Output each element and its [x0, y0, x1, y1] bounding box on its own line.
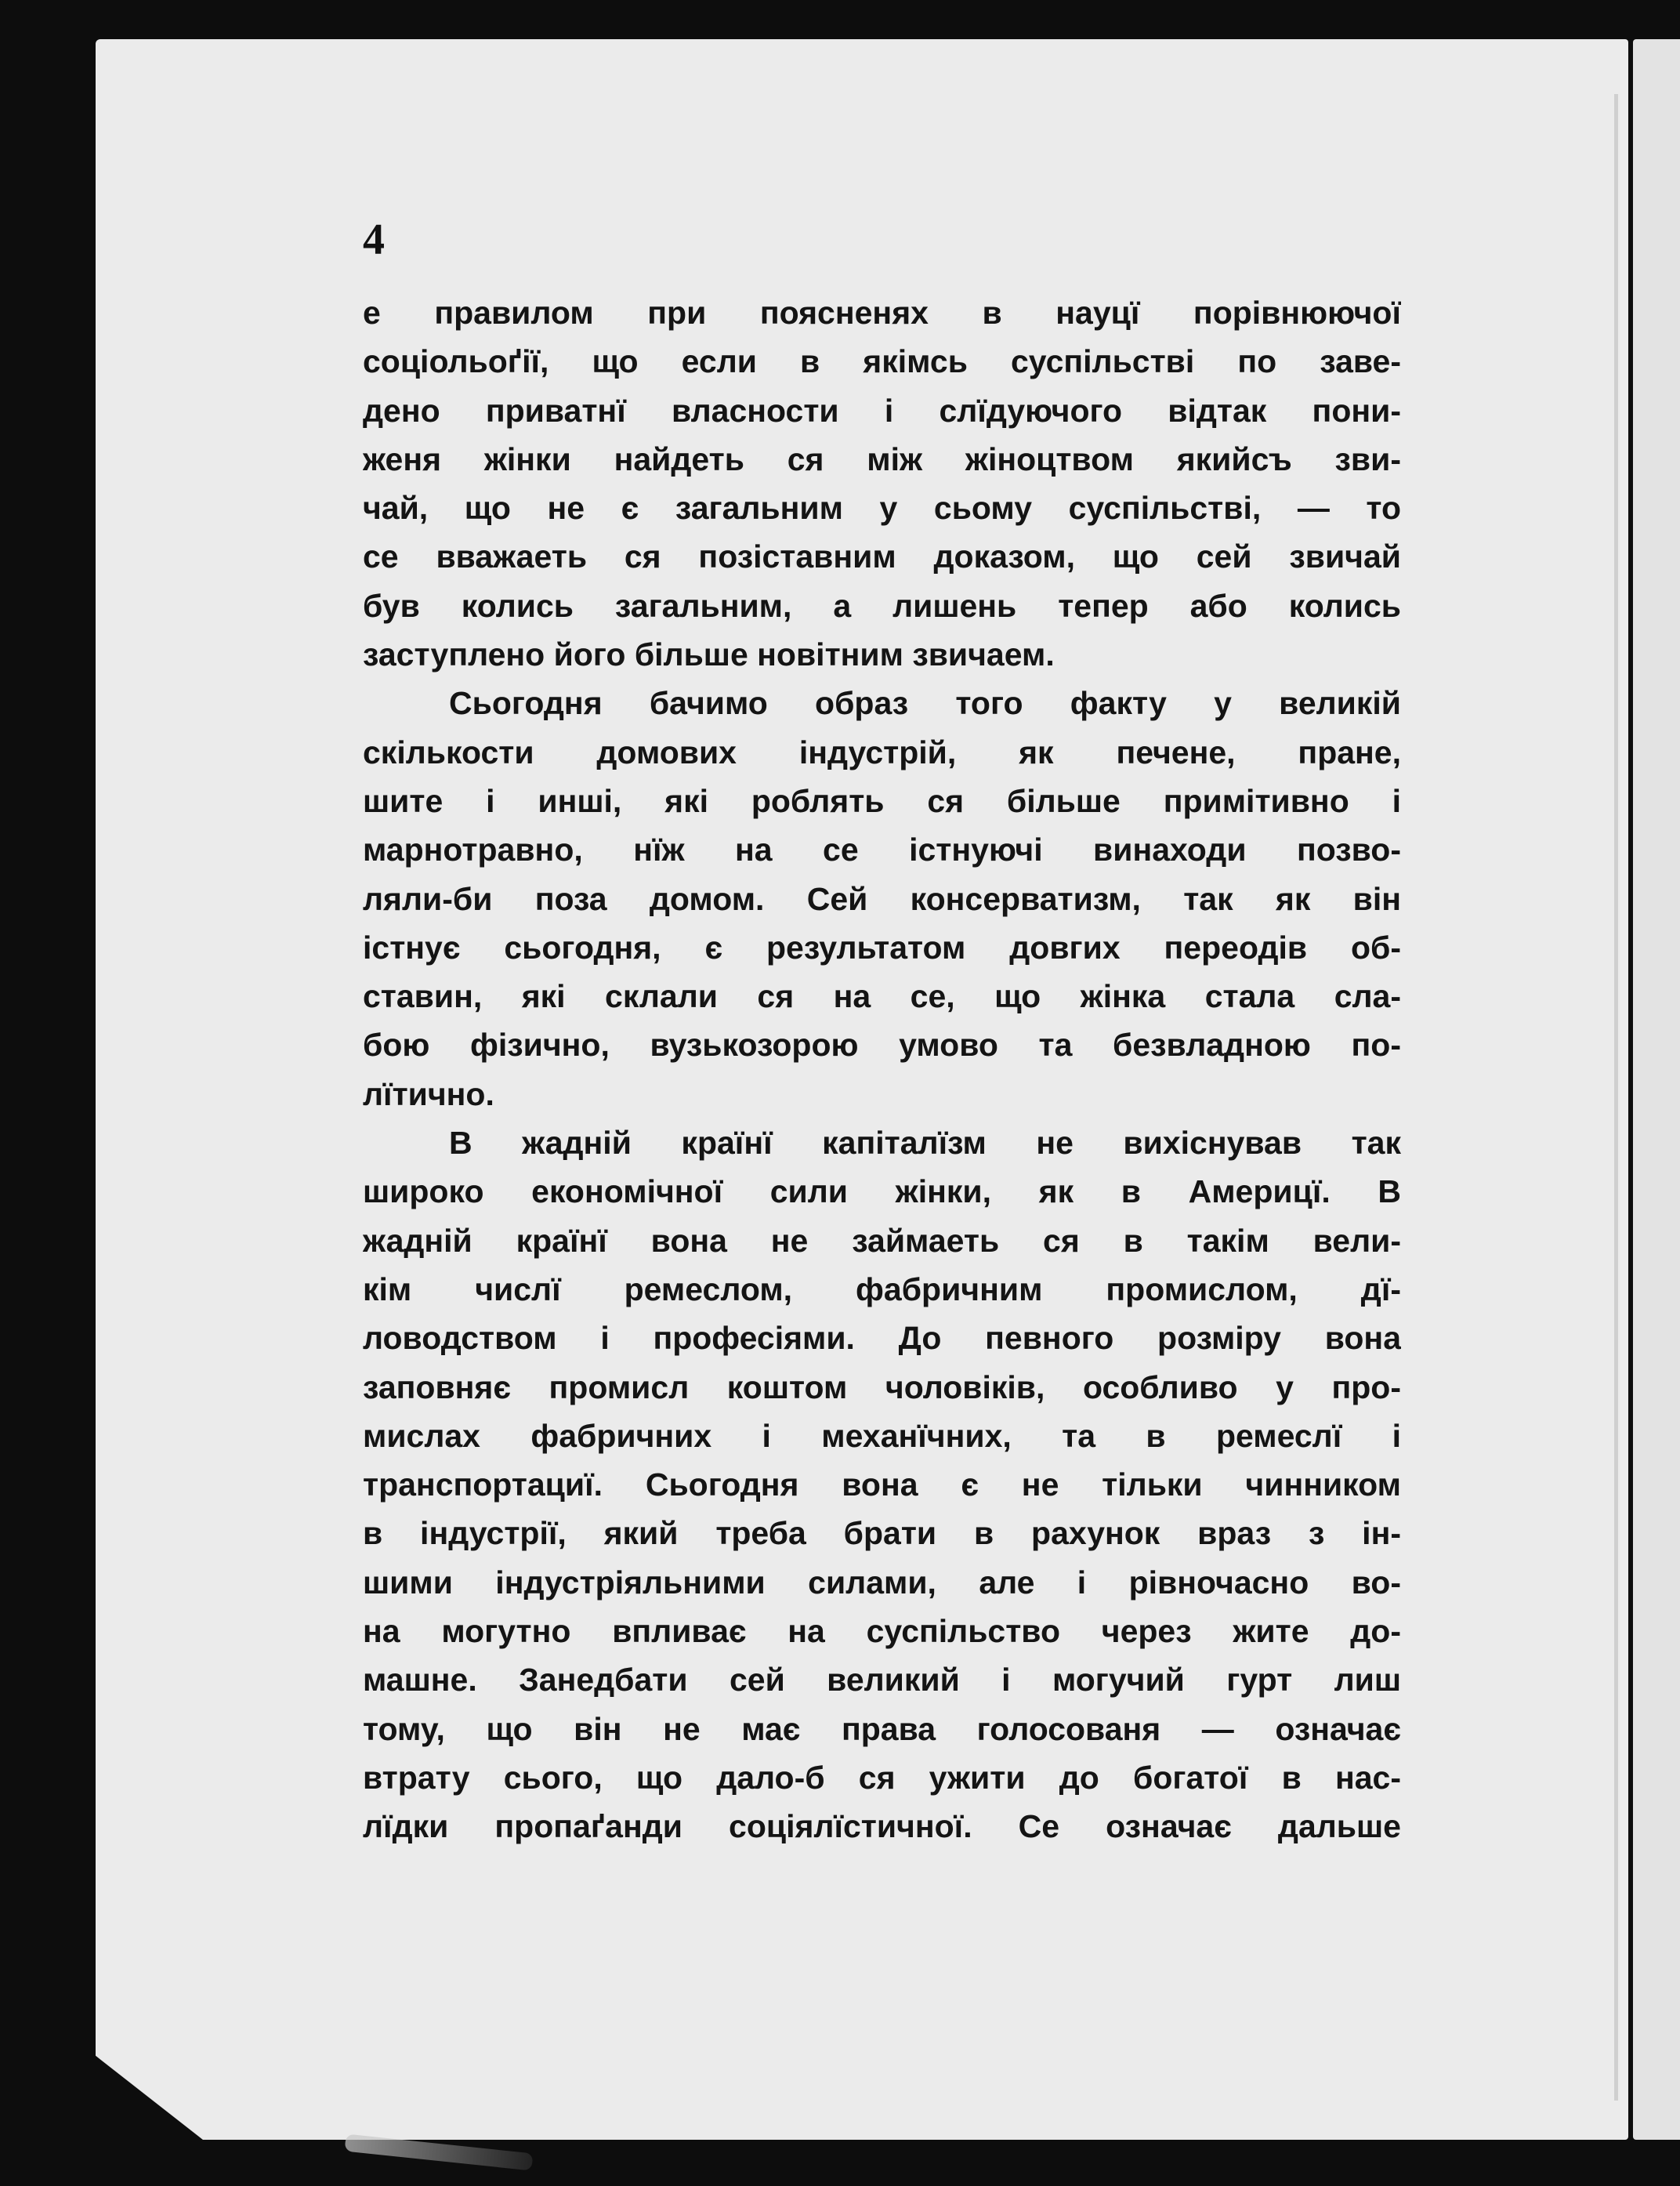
- text-line: істнує сьогодня, є результатом довгих переодів об-: [363, 929, 1401, 966]
- text-line: шите і инші, які роблять ся більше примітивно і: [363, 782, 1401, 819]
- page-number: 4: [363, 216, 385, 264]
- text-line: марнотравно, нїж на се істнуючі винаходи позво-: [363, 832, 1401, 868]
- text-line: е правилом при поясненях в науцї порівнюючої: [363, 295, 1401, 331]
- text-line: машне. Занедбати сей великий і могучий гурт лиш: [363, 1662, 1401, 1698]
- text-line: скількости домових індустрій, як печене, пране,: [363, 734, 1401, 770]
- text-line: заповняє промисл коштом чоловіків, особливо у про-: [363, 1369, 1401, 1405]
- text-line: ляли-би поза домом. Сей консерватизм, так як він: [363, 880, 1401, 917]
- text-line: В жадній країнї капіталїзм не вихіснував так: [449, 1125, 1401, 1162]
- text-line: соціольоґії, що если в якімсь суспільстві по заве-: [363, 343, 1401, 380]
- text-line: втрату сього, що дало-б ся ужити до богатої в нас-: [363, 1759, 1401, 1796]
- text-line: мислах фабричних і механїчних, та в ремеслї і: [363, 1417, 1401, 1454]
- text-line: в індустрії, який треба брати в рахунок враз з ін-: [363, 1515, 1401, 1552]
- text-line: тому, що він не має права голосованя — означає: [363, 1710, 1401, 1747]
- text-line: кім числї ремеслом, фабричним промислом, дї-: [363, 1271, 1401, 1307]
- text-line: чай, що не є загальним у сьому суспільстві, — то: [363, 490, 1401, 527]
- text-line: женя жінки найдеть ся між жіноцтвом якийсъ зви-: [363, 440, 1401, 477]
- text-line: дено приватнї власности і слїдуючого відтак пони-: [363, 392, 1401, 429]
- text-line: транспортациї. Сьогодня вона є не тільки чинником: [363, 1466, 1401, 1503]
- text-line: лїдки пропаґанди соціялїстичної. Се означає дальше: [363, 1808, 1401, 1845]
- text-line: Сьогодня бачимо образ того факту у великій: [449, 685, 1401, 722]
- page-gutter: [1614, 94, 1618, 2101]
- text-line: ловодством і професіями. До певного розміру вона: [363, 1320, 1401, 1357]
- text-line: був колись загальним, а лишень тепер або колись: [363, 587, 1401, 624]
- text-line: се вважаеть ся позіставним доказом, що сей звичай: [363, 538, 1401, 575]
- text-line: жадній країнї вона не займаеть ся в такім вели-: [363, 1222, 1401, 1259]
- text-line: шими індустріяльними силами, але і рівночасно во-: [363, 1564, 1401, 1601]
- text-line: ставин, які склали ся на се, що жінка стала сла-: [363, 978, 1401, 1015]
- text-line: широко економічної сили жінки, як в Америцї. В: [363, 1173, 1401, 1210]
- text-line: на могутно впливає на суспільство через жите до-: [363, 1613, 1401, 1650]
- text-line: бою фізично, вузькозорою умово та безвладною по-: [363, 1027, 1401, 1064]
- body-text: [363, 288, 1401, 1851]
- facing-page-edge: [1633, 39, 1680, 2140]
- text-line: лїтично.: [363, 1075, 494, 1112]
- text-line: заступлено його більше новітним звичаем.: [363, 636, 1055, 673]
